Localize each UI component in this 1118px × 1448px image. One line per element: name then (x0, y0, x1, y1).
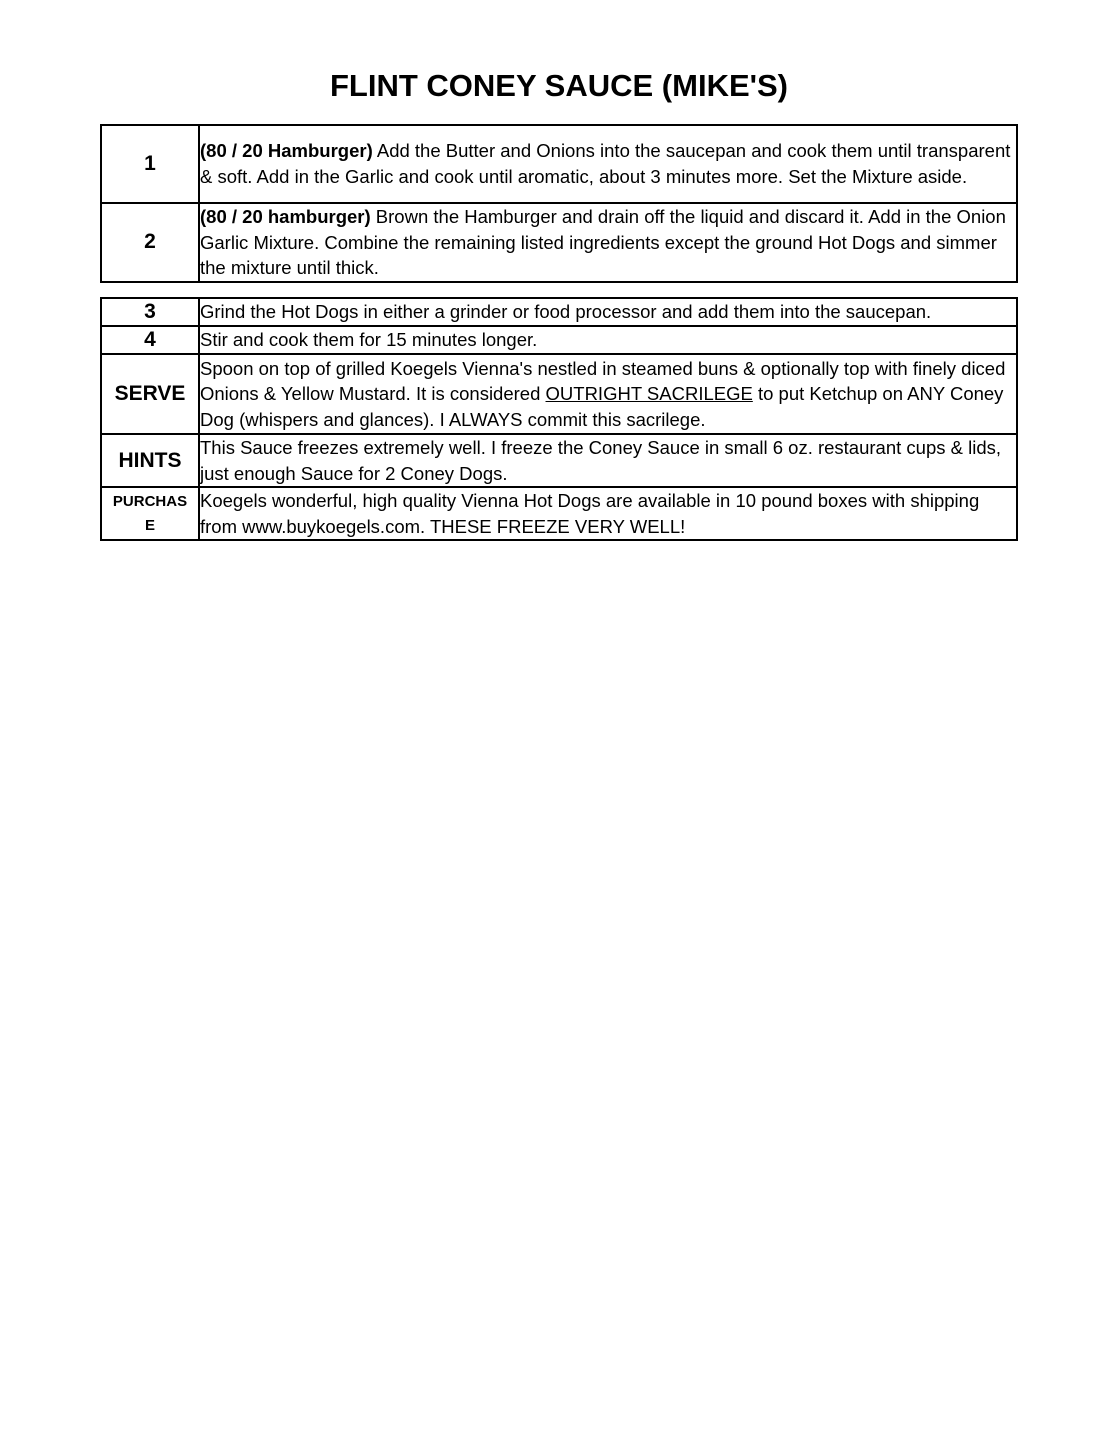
purchase-text: Koegels wonderful, high quality Vienna Hot Dogs are available in 10 pound boxes with shipping from www.buykoegels.com. THESE FREEZE VERY WELL! (199, 487, 1017, 540)
step-text-4: Stir and cook them for 15 minutes longer. (199, 326, 1017, 354)
step-1-bold-prefix: (80 / 20 Hamburger) (200, 140, 373, 162)
table-row (101, 354, 1017, 434)
table-row (101, 203, 1017, 282)
purchase-label (101, 487, 199, 540)
step-1-body: Add the Butter and Onions into the saucepan and cook them until transparent & soft. Add in the Garlic and cook until aromatic, about 3 minutes more. Set the Mixture aside. (200, 140, 1011, 187)
table-row (101, 487, 1017, 540)
step-text-3: Grind the Hot Dogs in either a grinder or food processor and add them into the saucepan. (199, 298, 1017, 326)
step-label-4: 4 (101, 326, 199, 354)
table-row (101, 434, 1017, 487)
step-text-2 (199, 203, 1017, 282)
serve-text-before: Spoon on top of grilled Koegels Vienna's nestled in steamed buns & optionally top with finely diced Onions & Yellow Mustard. It is considered (200, 357, 1006, 405)
recipe-steps-table-a (100, 124, 1018, 283)
hints-text: This Sauce freezes extremely well. I freeze the Coney Sauce in small 6 oz. restaurant cups & lids, just enough Sauce for 2 Coney Dogs. (199, 434, 1017, 487)
serve-label: SERVE (101, 354, 199, 434)
serve-text-after: to put Ketchup on ANY Coney Dog (whispers and glances). I ALWAYS commit this sacrilege. (200, 383, 1004, 430)
step-2-body: Brown the Hamburger and drain off the liquid and discard it. Add in the Onion Garlic Mixture. Combine the remaining listed ingredients except the ground Hot Dogs and simmer the mixture until thick. (200, 206, 1006, 279)
table-row (101, 298, 1017, 326)
hints-label: HINTS (101, 434, 199, 487)
serve-text (199, 354, 1017, 434)
recipe-steps-table-b (100, 297, 1018, 541)
table-row (101, 326, 1017, 354)
step-label-1: 1 (101, 125, 199, 203)
step-label-3: 3 (101, 298, 199, 326)
table-row (101, 125, 1017, 203)
page-title: FLINT CONEY SAUCE (MIKE'S) (329, 68, 789, 103)
serve-underlined-text: OUTRIGHT SACRILEGE (545, 383, 753, 405)
step-2-bold-prefix: (80 / 20 hamburger) (200, 206, 371, 227)
step-text-1 (199, 125, 1017, 203)
purchase-label-line2: E (144, 516, 155, 534)
step-label-2: 2 (101, 203, 199, 282)
purchase-label-line1: PURCHAS (112, 492, 188, 510)
